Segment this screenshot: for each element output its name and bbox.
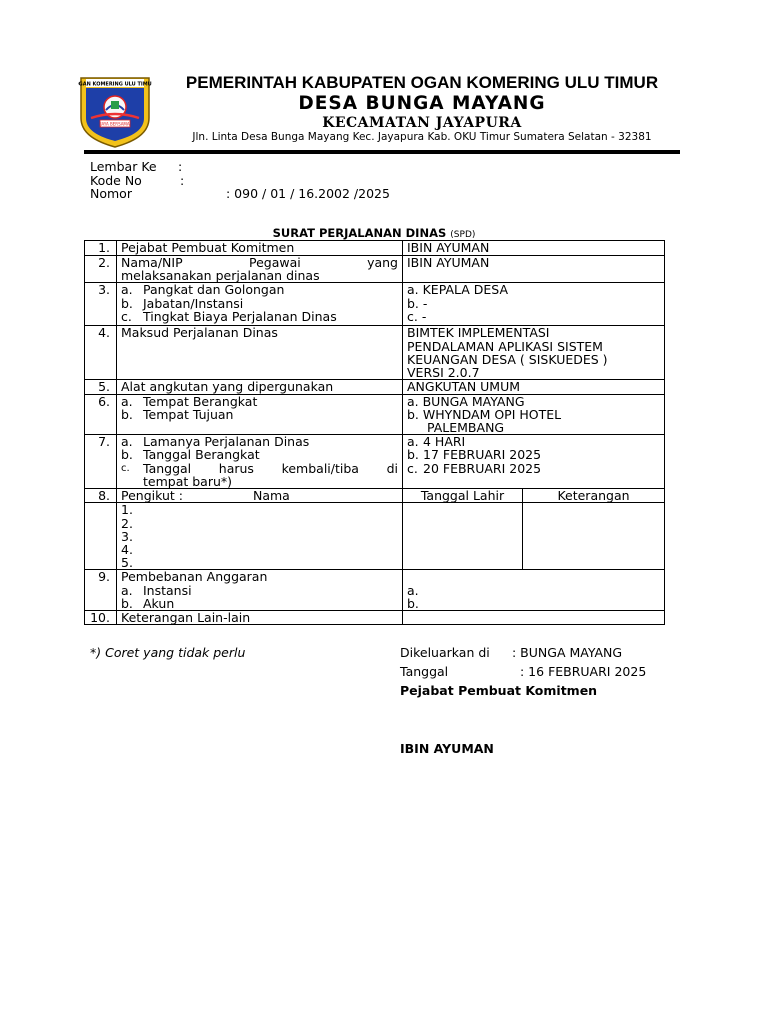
row-label: Nama/NIP Pegawai yang melaksanakan perjalanan dinas [117, 256, 403, 283]
table-row [85, 489, 665, 503]
row-label: Keterangan Lain-lain [117, 611, 403, 625]
tanggal-label: Tanggal [400, 664, 449, 679]
row-value: ANGKUTAN UMUM [403, 380, 665, 394]
kode-colon: : [180, 173, 185, 188]
document-title-main: SURAT PERJALANAN DINAS [272, 226, 447, 240]
row-number: 2. [85, 256, 117, 283]
lembar-label: Lembar Ke [90, 159, 157, 174]
spd-table [84, 240, 665, 625]
table-row [85, 394, 665, 435]
row-number: 7. [85, 435, 117, 489]
logo-ribbon: JAYA BERSAMA [100, 121, 130, 127]
document-title [84, 226, 664, 240]
signatory-title: Pejabat Pembuat Komitmen [400, 683, 598, 698]
table-row [85, 326, 665, 380]
row-label: Alat angkutan yang dipergunakan [117, 380, 403, 394]
header-address: Jln. Linta Desa Bunga Mayang Kec. Jayapura Kab. OKU Timur Sumatera Selatan - 32381 [192, 131, 652, 143]
signatory-name: IBIN AYUMAN [400, 741, 494, 756]
dikeluarkan-label: Dikeluarkan di [400, 645, 490, 660]
row-number: 4. [85, 326, 117, 380]
row-label: Pengikut : Nama [117, 489, 403, 503]
pengikut-list: 1. 2. 3. 4. 5. [117, 503, 403, 570]
row-value: IBIN AYUMAN [403, 256, 665, 283]
row-label: Pembebanan Anggaran a. Instansi b. Akun [117, 570, 403, 611]
table-row [85, 435, 665, 489]
row-value: a. KEPALA DESA b. - c. - [403, 283, 665, 326]
row-number: 3. [85, 283, 117, 326]
row-number: 8. [85, 489, 117, 503]
document-title-abbr: (SPD) [450, 230, 476, 240]
row-number [85, 503, 117, 570]
row-label: a. Tempat Berangkat b. Tempat Tujuan [117, 394, 403, 435]
nomor-label: Nomor [90, 186, 132, 201]
table-row [85, 611, 665, 625]
row-number: 1. [85, 241, 117, 256]
row-value: a. b. [403, 570, 665, 611]
footnote: *) Coret yang tidak perlu [90, 645, 246, 660]
row-label: a. Lamanya Perjalanan Dinas b. Tanggal Berangkat c. Tanggal harus kembali/tiba di tempat baru*) [117, 435, 403, 489]
row-value: IBIN AYUMAN [403, 241, 665, 256]
row-value: a. 4 HARI b. 17 FEBRUARI 2025 c. 20 FEBRUARI 2025 [403, 435, 665, 489]
table-row [85, 283, 665, 326]
column-nama: Nama [252, 488, 290, 504]
table-row [85, 241, 665, 256]
tanggal-value: : 16 FEBRUARI 2025 [520, 664, 647, 679]
row-label: a. Pangkat dan Golongan b. Jabatan/Instansi c. Tingkat Biaya Perjalanan Dinas [117, 283, 403, 326]
header-district: KECAMATAN JAYAPURA [322, 115, 522, 131]
table-row [85, 256, 665, 283]
column-tanggal-lahir: Tanggal Lahir [403, 489, 523, 503]
row-number: 6. [85, 394, 117, 435]
pengikut-keterangan [523, 503, 665, 570]
header-village: DESA BUNGA MAYANG [298, 93, 546, 114]
row-number: 9. [85, 570, 117, 611]
logo-text: OGAN KOMERING ULU TIMUR [78, 81, 152, 88]
row-label: Pejabat Pembuat Komitmen [117, 241, 403, 256]
pengikut-tanggal-lahir [403, 503, 523, 570]
table-row [85, 503, 665, 570]
row-value: BIMTEK IMPLEMENTASI PENDALAMAN APLIKASI SISTEM KEUANGAN DESA ( SISKUEDES ) VERSI 2.0.7 [403, 326, 665, 380]
header-divider [84, 150, 680, 154]
lembar-colon: : [178, 159, 183, 174]
column-keterangan: Keterangan [523, 489, 665, 503]
dikeluarkan-value: : BUNGA MAYANG [512, 645, 623, 660]
row-value [403, 611, 665, 625]
row-value: a. BUNGA MAYANG b. WHYNDAM OPI HOTEL PALEMBANG [403, 394, 665, 435]
table-row [85, 570, 665, 611]
table-row [85, 380, 665, 394]
row-number: 5. [85, 380, 117, 394]
row-number: 10. [85, 611, 117, 625]
kode-label: Kode No [90, 173, 142, 188]
row-label: Maksud Perjalanan Dinas [117, 326, 403, 380]
header-government: PEMERINTAH KABUPATEN OGAN KOMERING ULU TIMUR [185, 73, 659, 92]
nomor-value: : 090 / 01 / 16.2002 /2025 [226, 186, 390, 201]
